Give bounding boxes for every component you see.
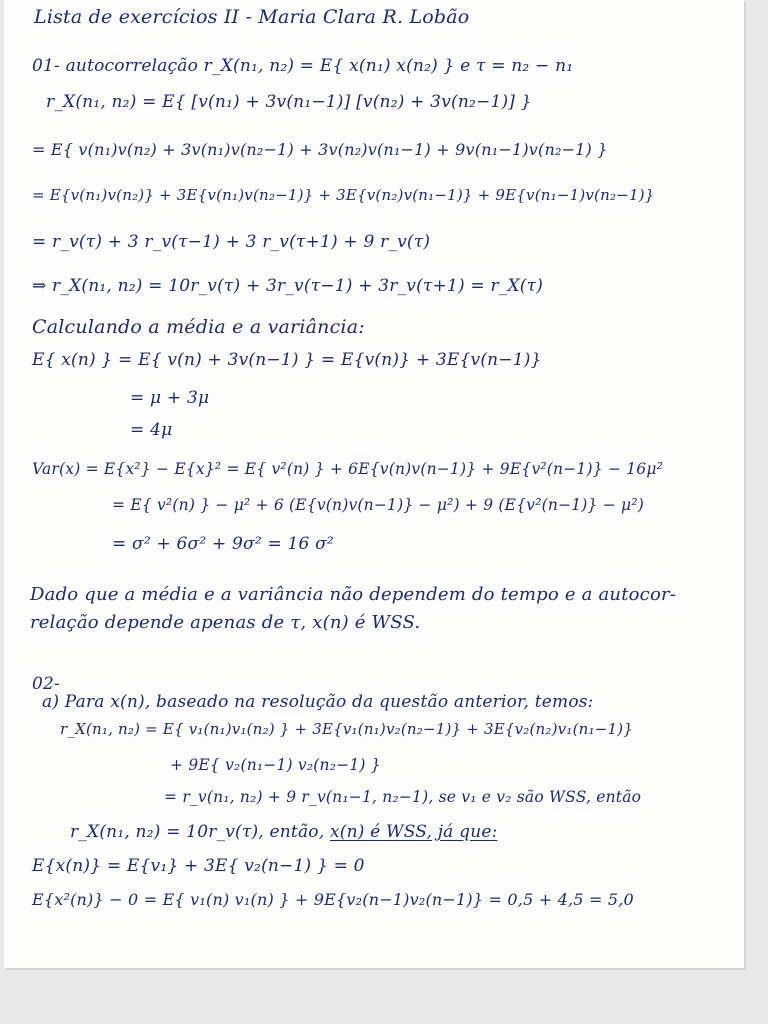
q2a-line-6: E{x(n)} = E{v₁} + 3E{ v₂(n−1) } = 0 — [32, 856, 365, 876]
q2-label: 02- — [32, 674, 60, 694]
variance-line-3: = σ² + 6σ² + 9σ² = 16 σ² — [112, 534, 334, 554]
q2a-line-5-start: r_X(n₁, n₂) = 10r_v(τ), então, — [70, 822, 325, 842]
q1-line-2: r_X(n₁, n₂) = E{ [v(n₁) + 3v(n₁−1)] [v(n₂) + 3v(n₂−1)] } — [46, 92, 532, 112]
mean-line-1: E{ x(n) } = E{ v(n) + 3v(n−1) } = E{v(n)} + 3E{v(n−1)} — [32, 350, 542, 370]
conclusion-line-2: relação depende apenas de τ, x(n) é WSS. — [30, 612, 421, 633]
page-header: Lista de exercícios II - Maria Clara R. Lobão — [34, 6, 470, 28]
q2a-line-1: a) Para x(n), baseado na resolução da questão anterior, temos: — [42, 692, 594, 712]
q2a-line-5-end: já que: — [437, 822, 498, 842]
q1-line-3: = E{ v(n₁)v(n₂) + 3v(n₁)v(n₂−1) + 3v(n₂)v(n₁−1) + 9v(n₁−1)v(n₂−1) } — [32, 140, 608, 159]
notebook-page — [4, 0, 744, 968]
q1-line-5: = r_v(τ) + 3 r_v(τ−1) + 3 r_v(τ+1) + 9 r_v(τ) — [32, 232, 431, 252]
q2a-line-5 — [70, 822, 498, 842]
mean-variance-title: Calculando a média e a variância: — [32, 316, 365, 338]
q2a-line-3: + 9E{ v₂(n₁−1) v₂(n₂−1) } — [170, 756, 381, 774]
q2a-line-4: = r_v(n₁, n₂) + 9 r_v(n₁−1, n₂−1), se v₁ e v₂ são WSS, então — [164, 788, 642, 806]
variance-line-1: Var(x) = E{x²} − E{x}² = E{ v²(n) } + 6E{v(n)v(n−1)} + 9E{v²(n−1)} − 16μ² — [32, 460, 664, 478]
mean-line-3: = 4μ — [130, 420, 173, 440]
q1-line-4: = E{v(n₁)v(n₂)} + 3E{v(n₁)v(n₂−1)} + 3E{v(n₂)v(n₁−1)} + 9E{v(n₁−1)v(n₂−1)} — [32, 186, 655, 204]
variance-line-2: = E{ v²(n) } − μ² + 6 (E{v(n)v(n−1)} − μ²) + 9 (E{v²(n−1)} − μ²) — [112, 496, 644, 514]
q2a-line-7: E{x²(n)} − 0 = E{ v₁(n) v₁(n) } + 9E{v₂(n−1)v₂(n−1)} = 0,5 + 4,5 = 5,0 — [32, 890, 634, 909]
q1-line-1: 01- autocorrelação r_X(n₁, n₂) = E{ x(n₁) x(n₂) } e τ = n₂ − n₁ — [32, 56, 574, 76]
q2a-wss-underlined: x(n) é WSS, — [329, 822, 433, 842]
mean-line-2: = μ + 3μ — [130, 388, 210, 408]
q2a-line-2: r_X(n₁, n₂) = E{ v₁(n₁)v₁(n₂) } + 3E{v₁(n₁)v₂(n₂−1)} + 3E{v₂(n₂)v₁(n₁−1)} — [60, 720, 633, 738]
conclusion-line-1: Dado que a média e a variância não dependem do tempo e a autocor- — [30, 584, 677, 605]
q1-line-6: ⇒ r_X(n₁, n₂) = 10r_v(τ) + 3r_v(τ−1) + 3r_v(τ+1) = r_X(τ) — [32, 276, 544, 296]
